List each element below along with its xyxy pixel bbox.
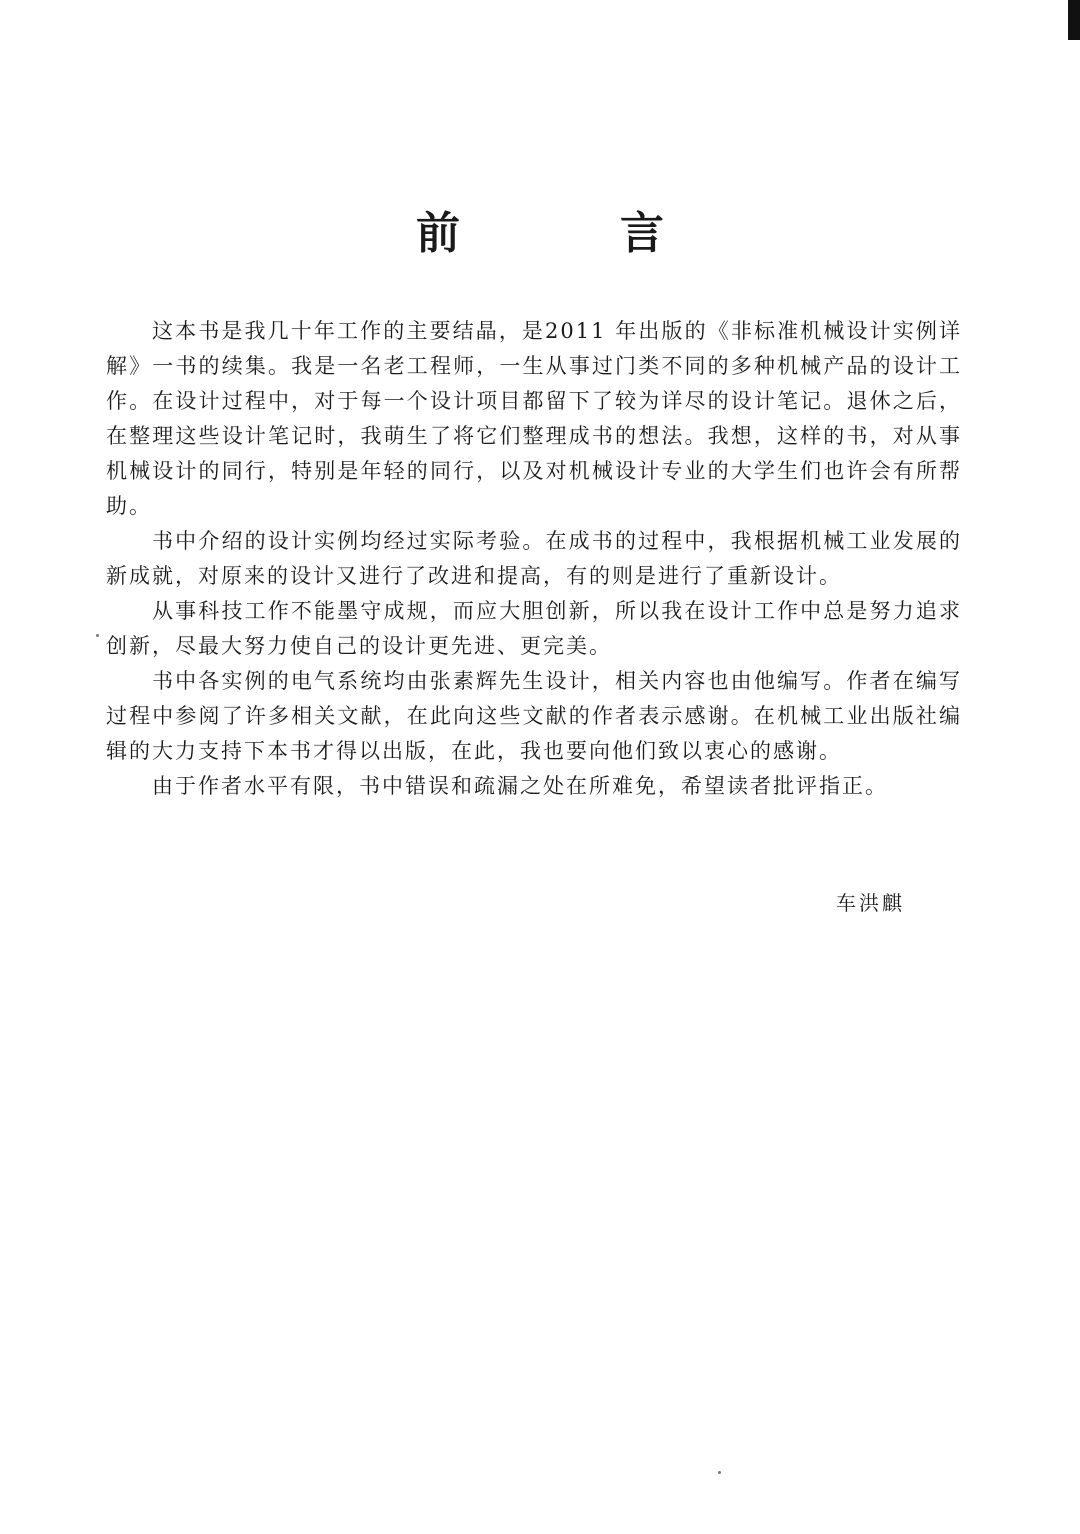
scan-speck <box>96 634 99 637</box>
preface-body <box>106 314 962 804</box>
page-title: 前 言 <box>416 208 722 259</box>
paragraph: 这本书是我几十年工作的主要结晶，是2011 年出版的《非标准机械设计实例详解》一书的续集。我是一名老工程师，一生从事过门类不同的多种机械产品的设计工作。在设计过程中，对于每一个设计项目都留下了较为详尽的设计笔记。退休之后，在整理这些设计笔记时，我萌生了将它们整理成书的想法。我想，这样的书，对从事机械设计的同行，特别是年轻的同行，以及对机械设计专业的大学生们也许会有所帮助。 <box>106 319 962 518</box>
scan-corner-mark <box>1068 0 1080 40</box>
paragraph: 书中介绍的设计实例均经过实际考验。在成书的过程中，我根据机械工业发展的新成就，对原来的设计又进行了改进和提高，有的则是进行了重新设计。 <box>106 529 962 588</box>
paragraph: 由于作者水平有限，书中错误和疏漏之处在所难免，希望读者批评指正。 <box>152 774 888 798</box>
author-signature: 车洪麒 <box>836 891 905 915</box>
paragraph: 书中各实例的电气系统均由张素辉先生设计，相关内容也由他编写。作者在编写过程中参阅了许多相关文献，在此向这些文献的作者表示感谢。在机械工业出版社编辑的大力支持下本书才得以出版，在此，我也要向他们致以衷心的感谢。 <box>106 669 962 763</box>
paragraph: 从事科技工作不能墨守成规，而应大胆创新，所以我在设计工作中总是努力追求创新，尽最大努力使自己的设计更先进、更完美。 <box>106 599 962 658</box>
scan-speck <box>718 1471 721 1474</box>
